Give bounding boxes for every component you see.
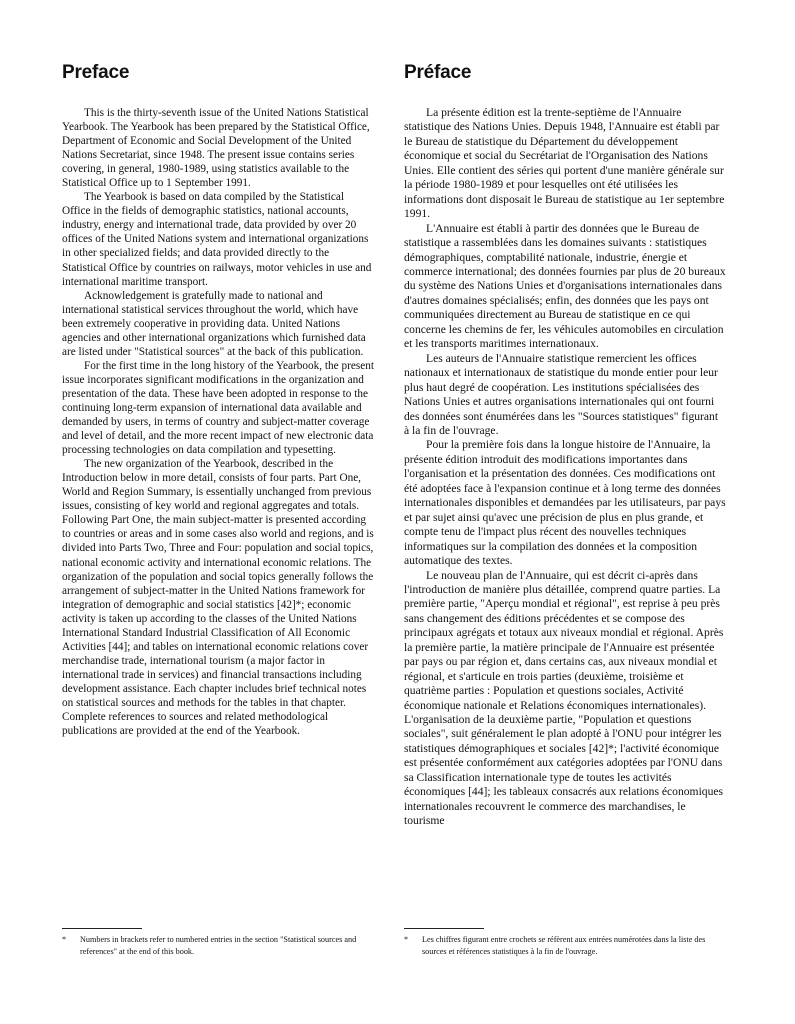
english-paragraph-3: Acknowledgement is gratefully made to national and international statistical services throughout the world, which have been extremely cooperative in providing data. United Nations agencies and other international organizations which furnished data are listed under "Statistical sources" at the back of this publication. bbox=[62, 289, 366, 358]
french-paragraph-2: L'Annuaire est établi à partir des données que le Bureau de statistique a rassemblées dans les domaines suivants : statistiques démographiques, comptabilité nationale, industrie, énergie et commerce international; des données fournies par plus de 20 bureaux du système des Nations Unies et d'organisations internationales dans d'autres domaines spécialisés; enfin, des données que les pays ont communiquées directement au Bureau de statistique en ce qui concerne les chemins de fer, les véhicules automobiles en circulation et les transports maritimes internationaux. bbox=[404, 221, 726, 351]
footnote-mark-english: * bbox=[62, 935, 67, 944]
page-title-french: Préface bbox=[404, 62, 472, 83]
french-paragraph-4: Pour la première fois dans la longue histoire de l'Annuaire, la présente édition introduit des modifications importantes dans l'organisation et la présentation des données. Ces modifications ont été adoptées face à l'expansion continue et à long terme des données internationales disponibles et demandées par les utilisateurs, par pays et par sujet ainsi qu'avec une précision de plus en plus grande, et compte tenu de l'impact plus récent des nouvelles techniques informatiques sur la compilation des données et la composition automatique des textes. bbox=[404, 438, 726, 568]
page-title-english: Preface bbox=[62, 62, 130, 83]
french-paragraph-1: La présente édition est la trente-septième de l'Annuaire statistique des Nations Unies. Depuis 1948, l'Annuaire est établi par le Bureau de statistique du Département du développement économique et social du Secrétariat de l'Organisation des Nations Unies. Elle contient des séries qui portent d'une manière générale sur la période 1980-1989 et pour lesquelles ont été utilisées les informations dont disposait le Bureau de statistique au 1er septembre 1991. bbox=[404, 106, 725, 221]
english-paragraph-1: This is the thirty-seventh issue of the United Nations Statistical Yearbook. The Yearbook has been prepared by the Statistical Office, Department of Economic and Social Development of the United Nations Secretariat, since 1948. The present issue contains series covering, in general, 1980-1989, using statistics available to the Statistical Office up to 1 September 1991. bbox=[62, 107, 370, 190]
footnote-text-french: Les chiffres figurant entre crochets se réfèrent aux entrées numérotées dans la liste des sources et références statistiques à la fin de l'ouvrage. bbox=[422, 935, 706, 956]
english-paragraph-4: For the first time in the long history of the Yearbook, the present issue incorporates significant modifications in the organization and presentation of the data. These have been adopted in response to the continuing long-term expansion of international data available and demanded by users, in terms of country and subject-matter coverage and level of detail, and the more recent impact of new electronic data processing technologies on data compilation and typesetting. bbox=[62, 359, 374, 457]
footnote-rule-french bbox=[404, 928, 484, 929]
french-column bbox=[404, 62, 726, 829]
footnote-mark-french: * bbox=[404, 935, 409, 944]
english-column bbox=[62, 62, 374, 738]
footnote-english bbox=[62, 934, 380, 957]
footnote-french bbox=[404, 934, 726, 957]
french-paragraph-3: Les auteurs de l'Annuaire statistique remercient les offices nationaux et internationaux de statistique du monde entier pour leur plus haut degré de coopération. Les institutions spécialisées des Nations Unies et autres organisations internationales qui ont fourni des données sont énumérées dans les "Sources statistiques" figurant à la fin de l'ouvrage. bbox=[404, 351, 719, 437]
english-paragraph-2: The Yearbook is based on data compiled by the Statistical Office in the fields of demographic statistics, national accounts, industry, energy and international trade, data provided by over 20 offices of the United Nations system and international organizations in other specialized fields; and data provided directly to the Statistical Office by countries on railways, motor vehicles in use and international maritime transport. bbox=[62, 191, 372, 288]
footnote-text-english: Numbers in brackets refer to numbered entries in the section "Statistical sources and references" at the end of this book. bbox=[80, 935, 357, 956]
english-paragraph-5: The new organization of the Yearbook, described in the Introduction below in more detail, consists of four parts. Part One, World and Region Summary, is essentially unchanged from previous issues, consisting of key world and regional aggregates and totals. Following Part One, the main subject-matter is presented according to countries or areas and in some cases also world and regions, and is divided into Parts Two, Three and Four: population and social topics, national economic activity and international economic relations. The organization of the population and social topics generally follows the arrangement of subject-matter in the United Nations framework for integration of demographic and social statistics [42]*; economic activity is taken up according to the classes of the United Nations International Standard Industrial Classification of All Economic Activities [44]; and tables on international economic relations cover merchandise trade, international tourism (a major factor in international trade in services) and financial transactions including development assistance. Each chapter includes brief technical notes on statistical sources and methods for the tables in that chapter. Complete references to sources and related methodological publications are provided at the end of the Yearbook. bbox=[62, 458, 374, 738]
french-paragraph-5: Le nouveau plan de l'Annuaire, qui est décrit ci-après dans l'introduction de manière plus détaillée, comprend quatre parties. La première partie, "Aperçu mondial et régional", est reprise à peu près sans changement des éditions précédentes et se compose des principaux agrégats et totaux aux niveaux mondial et régional. Après la première partie, la matière principale de l'Annuaire est présentée par pays ou par région et, dans certains cas, aux niveaux mondial et régional, et s'articule en trois parties (deuxième, troisième et quatrième parties : Population et questions sociales, Activité économique nationale et Relations économiques internationales). L'organisation de la deuxième partie, "Population et questions sociales", suit généralement le plan adopté à l'ONU pour intégrer les statistiques démographiques et sociales [42]*; l'activité économique est présentée conformément aux catégories adoptées par l'ONU dans sa Classification internationale type de toutes les activités économiques [44]; les tableaux consacrés aux relations économiques internationales recouvrent le commerce des marchandises, le tourisme bbox=[404, 568, 724, 828]
footnote-rule-english bbox=[62, 928, 142, 929]
